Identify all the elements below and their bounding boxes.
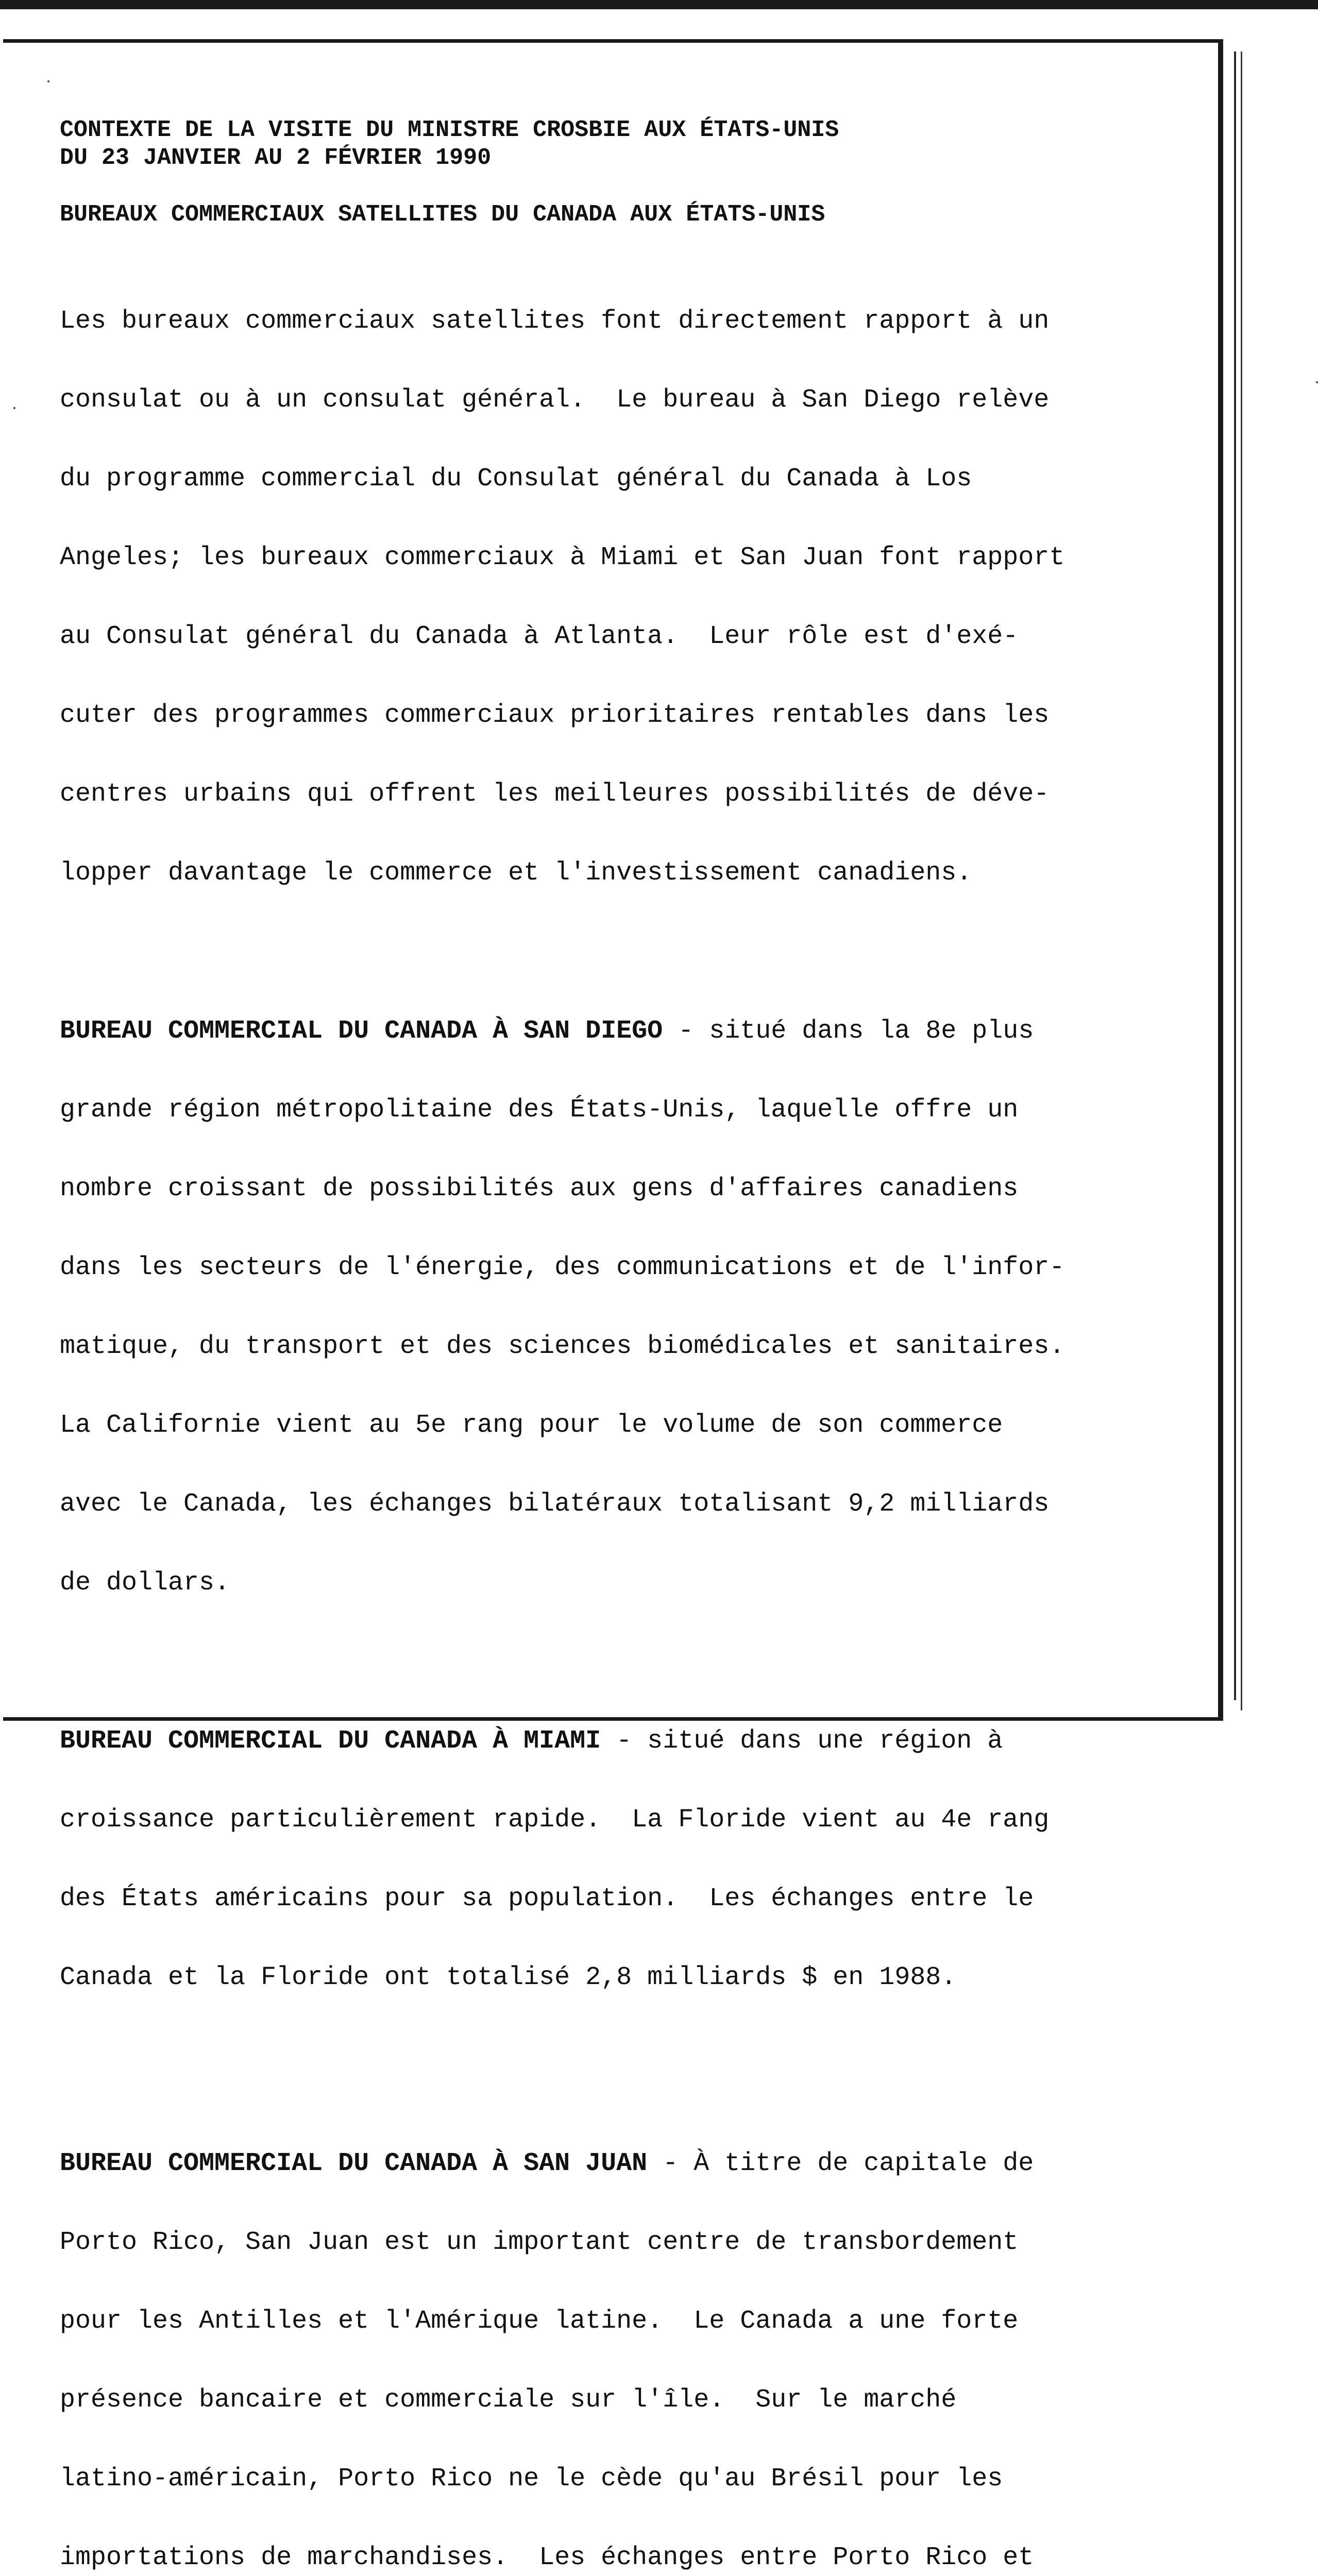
text-line: lopper davantage le commerce et l'investissement canadiens. xyxy=(60,858,972,888)
text-line: croissance particulièrement rapide. La Floride vient au 4e rang xyxy=(60,1805,1050,1835)
text-line: nombre croissant de possibilités aux gens d'affaires canadiens xyxy=(60,1174,1019,1204)
text-line: cuter des programmes commerciaux prioritaires rentables dans les xyxy=(60,701,1050,730)
text-line: Angeles; les bureaux commerciaux à Miami et San Juan font rapport xyxy=(60,543,1065,572)
document-body xyxy=(60,116,1121,2576)
text-line: importations de marchandises. Les échanges entre Porto Rico et xyxy=(60,2543,1034,2572)
text-line: matique, du transport et des sciences biomédicales et sanitaires. xyxy=(60,1332,1065,1361)
text-line: présence bancaire et commerciale sur l'île. Sur le marché xyxy=(60,2385,957,2415)
heading-line-2: DU 23 JANVIER AU 2 FÉVRIER 1990 xyxy=(60,145,492,171)
text-line: Les bureaux commerciaux satellites font directement rapport à un xyxy=(60,307,1050,336)
heading-line-1: CONTEXTE DE LA VISITE DU MINISTRE CROSBIE AUX ÉTATS-UNIS xyxy=(60,117,839,143)
scan-speck xyxy=(1316,381,1318,383)
scan-top-edge xyxy=(0,0,1318,9)
text-line: dans les secteurs de l'énergie, des communications et de l'infor- xyxy=(60,1253,1065,1282)
text-line: La Californie vient au 5e rang pour le volume de son commerce xyxy=(60,1411,1003,1440)
text-line: centres urbains qui offrent les meilleures possibilités de déve- xyxy=(60,779,1050,809)
scan-speck xyxy=(47,80,49,82)
text-line: au Consulat général du Canada à Atlanta. Leur rôle est d'exé- xyxy=(60,622,1019,651)
text-line: grande région métropolitaine des États-Unis, laquelle offre un xyxy=(60,1095,1019,1125)
section-subheading: BUREAUX COMMERCIAUX SATELLITES DU CANADA AUX ÉTATS-UNIS xyxy=(60,201,825,228)
text-line: pour les Antilles et l'Amérique latine. Le Canada a une forte xyxy=(60,2307,1019,2336)
frame-right-rule xyxy=(1234,52,1236,1700)
text-line: Porto Rico, San Juan est un important centre de transbordement xyxy=(60,2228,1019,2257)
document-heading xyxy=(60,116,1121,172)
san-juan-paragraph xyxy=(60,2098,1121,2576)
frame-right-rule-outer xyxy=(1241,52,1242,1710)
intro-paragraph xyxy=(60,256,1121,939)
text-line: consulat ou à un consulat général. Le bureau à San Diego relève xyxy=(60,385,1050,415)
scan-speck xyxy=(13,407,15,409)
text-line: de dollars. xyxy=(60,1568,230,1598)
miami-paragraph xyxy=(60,1675,1121,2043)
text-line: - À titre de capitale de xyxy=(647,2149,1034,2178)
san-diego-title: BUREAU COMMERCIAL DU CANADA À SAN DIEGO xyxy=(60,1016,663,1046)
miami-title: BUREAU COMMERCIAL DU CANADA À MIAMI xyxy=(60,1726,601,1756)
text-line: latino-américain, Porto Rico ne le cède qu'au Brésil pour les xyxy=(60,2464,1003,2494)
text-line: des États américains pour sa population. Les échanges entre le xyxy=(60,1884,1034,1913)
san-diego-paragraph xyxy=(60,965,1121,1649)
text-line: Canada et la Floride ont totalisé 2,8 milliards $ en 1988. xyxy=(60,1963,957,1992)
text-line: avec le Canada, les échanges bilatéraux totalisant 9,2 milliards xyxy=(60,1489,1050,1519)
text-line: du programme commercial du Consulat général du Canada à Los xyxy=(60,464,972,494)
text-line: - situé dans la 8e plus xyxy=(663,1016,1034,1046)
san-juan-title: BUREAU COMMERCIAL DU CANADA À SAN JUAN xyxy=(60,2149,648,2178)
text-line: - situé dans une région à xyxy=(601,1726,1003,1756)
